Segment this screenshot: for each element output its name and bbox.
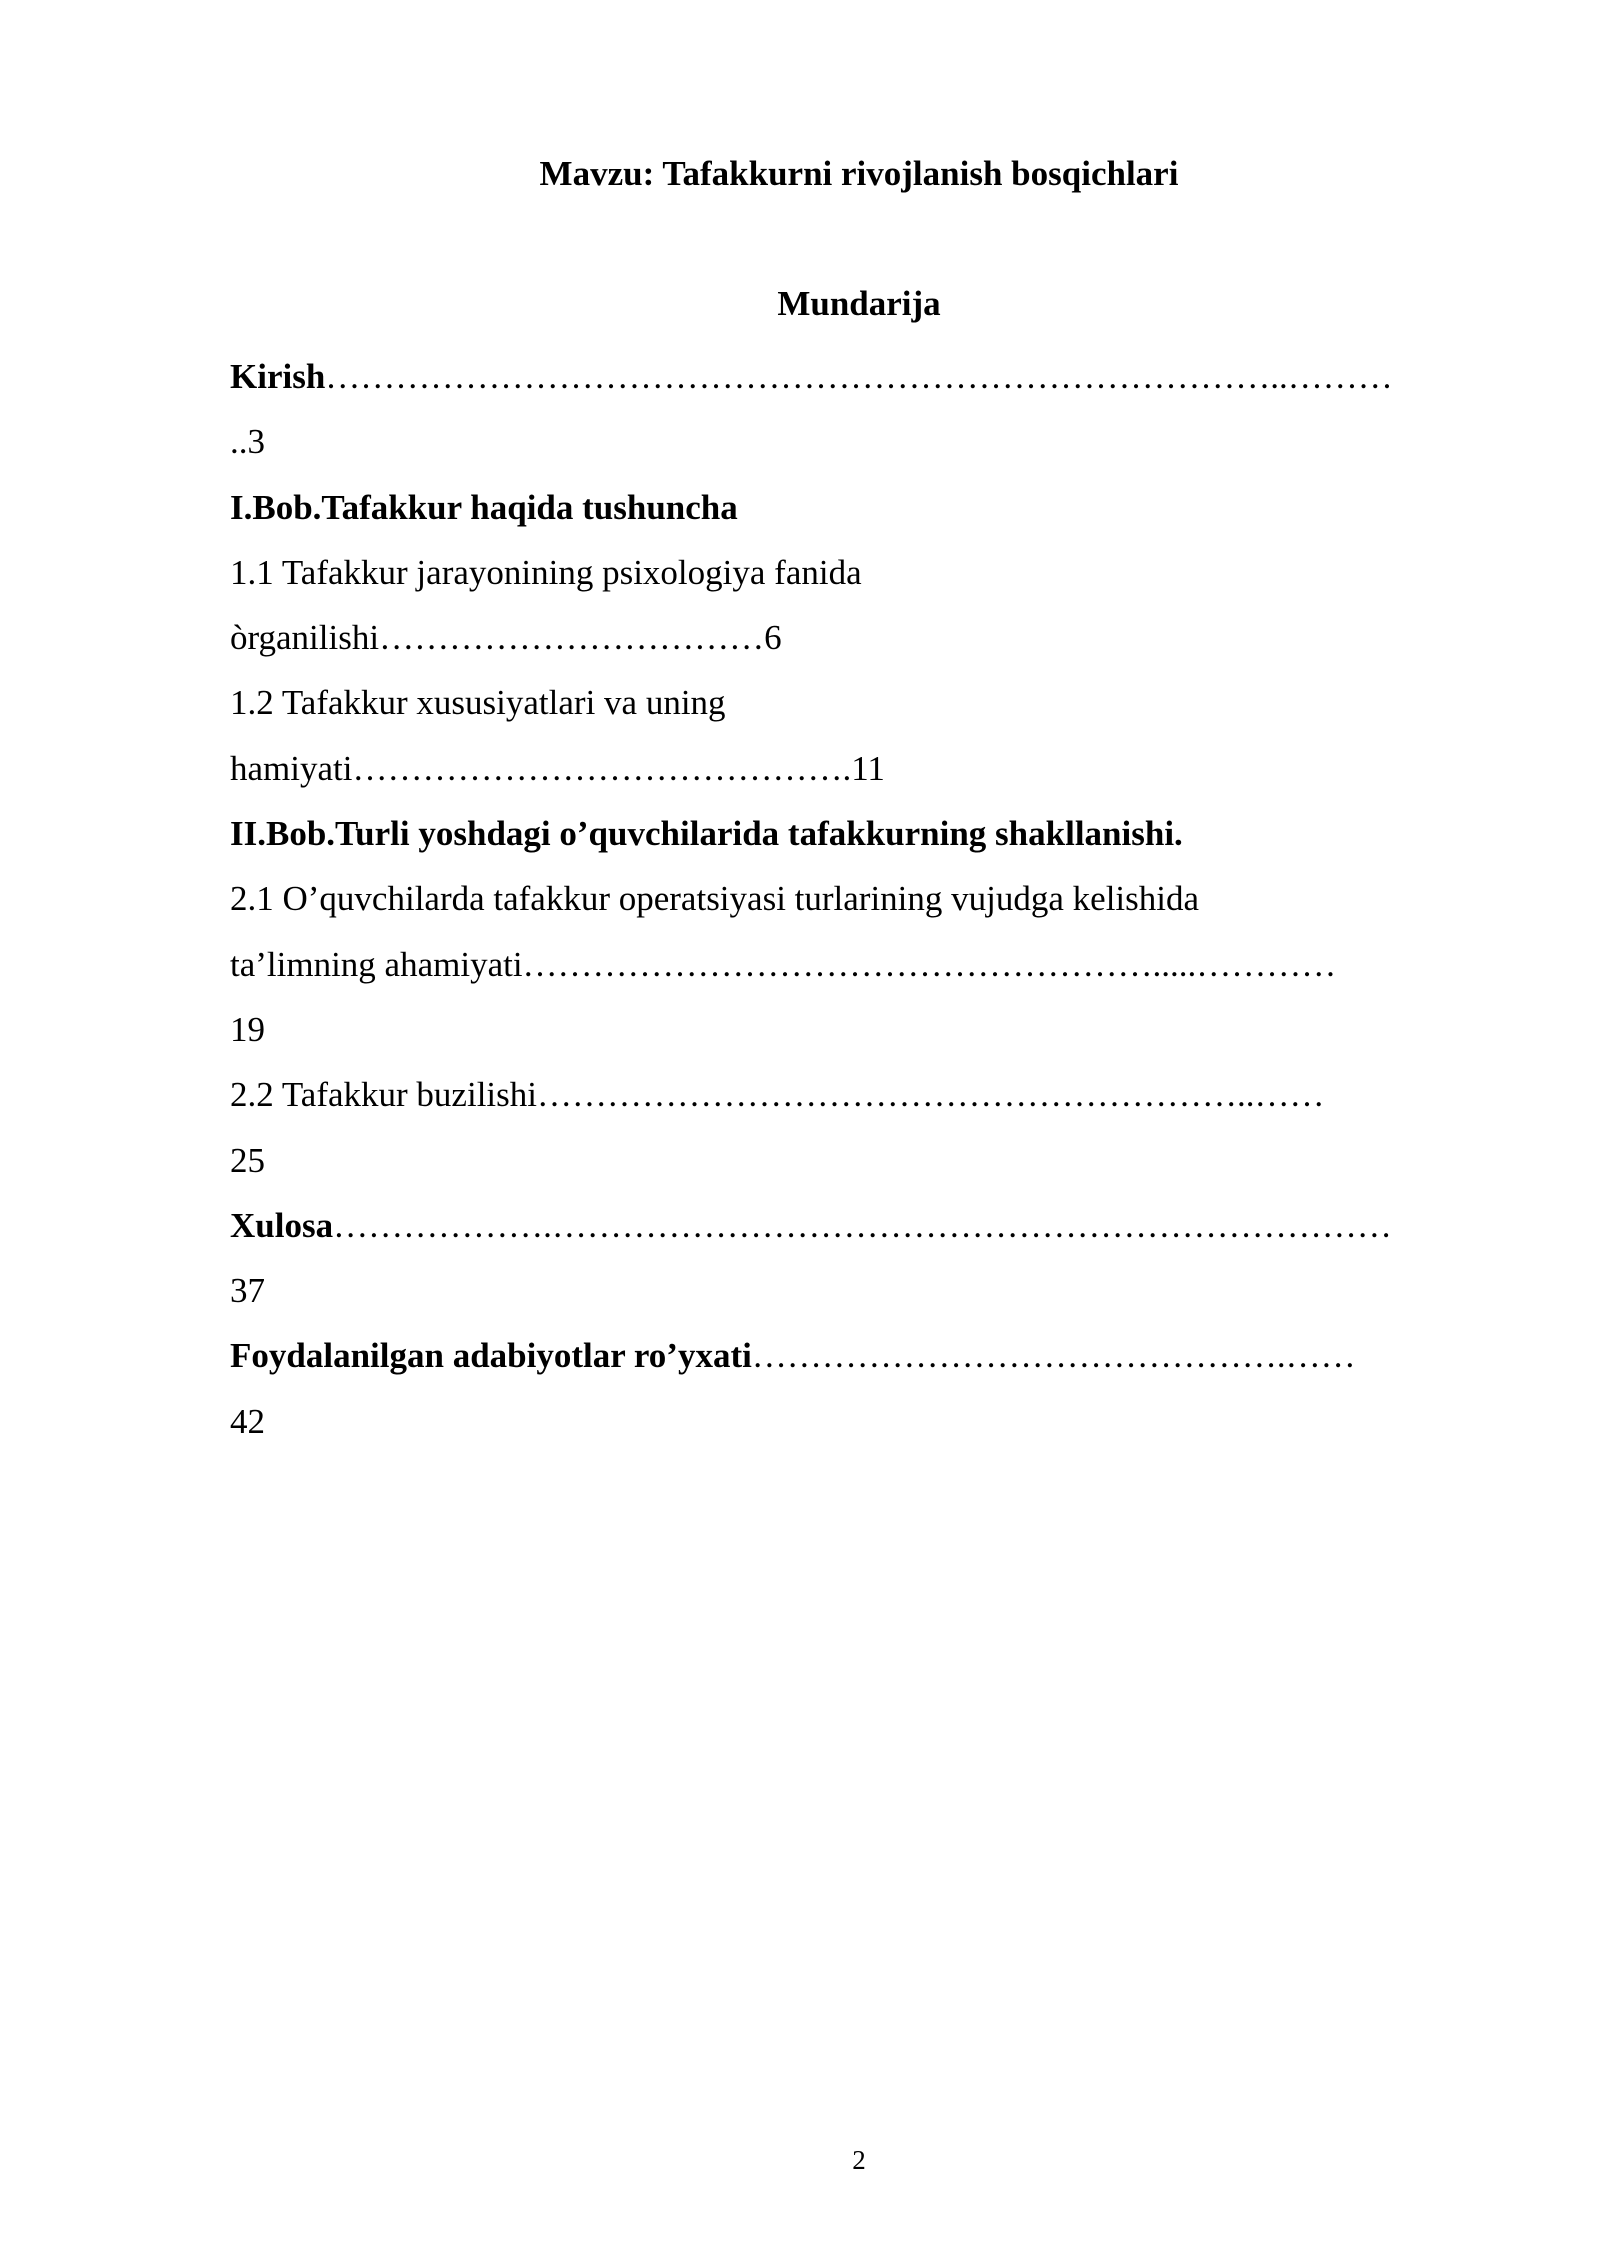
- toc-section-2-2: 2.2 Tafakkur buzilishi……………………………………………………..……: [230, 1075, 1325, 1115]
- toc-leader-dots: ………………………………………………………………………..………: [325, 357, 1393, 396]
- toc-page-ref: 25: [230, 1140, 265, 1180]
- toc-entry-xulosa: [230, 1193, 1490, 1258]
- document-title: Mavzu: Tafakkurni rivojlanish bosqichlari: [539, 154, 1179, 193]
- toc-chapter-1: I.Bob.Tafakkur haqida tushuncha: [230, 487, 738, 527]
- toc-section-1-1-continued: òrganilishi……………………………6: [230, 618, 782, 658]
- toc-entry-label: Foydalanilgan adabiyotlar ro’yxati: [230, 1336, 752, 1376]
- toc-page-ref: 19: [230, 1009, 265, 1049]
- toc-section-2-1-continued: ta’limning ahamiyati……………………………………………….....…………: [230, 944, 1337, 984]
- toc-leader-dots: ……………………………………….……: [751, 1336, 1356, 1376]
- toc-page-ref: ..3: [230, 422, 265, 462]
- toc-leader-dots: ……………….………………………………………………………………: [333, 1205, 1392, 1245]
- toc-heading: Mundarija: [777, 284, 941, 323]
- toc-section-1-2: 1.2 Tafakkur xususiyatlari va uning: [230, 683, 726, 723]
- toc-section-2-1: 2.1 O’quvchilarda tafakkur operatsiyasi turlarining vujudga kelishida: [230, 879, 1200, 919]
- toc-section-1-2-continued: hamiyati…………………………………….11: [230, 748, 885, 788]
- page-number: 2: [852, 2145, 866, 2175]
- toc-entry-label: Kirish: [230, 357, 326, 396]
- table-of-contents: [230, 344, 1490, 1454]
- toc-page-ref: 37: [230, 1271, 265, 1311]
- toc-section-1-1: 1.1 Tafakkur jarayonining psixologiya fanida: [230, 552, 862, 592]
- toc-chapter-2: II.Bob.Turli yoshdagi o’quvchilarida tafakkurning shakllanishi.: [230, 814, 1183, 854]
- toc-page-ref: 42: [230, 1401, 265, 1441]
- toc-entry-kirish: [230, 344, 1490, 409]
- toc-entry-label: Xulosa: [230, 1205, 334, 1245]
- toc-entry-references: [230, 1323, 1490, 1388]
